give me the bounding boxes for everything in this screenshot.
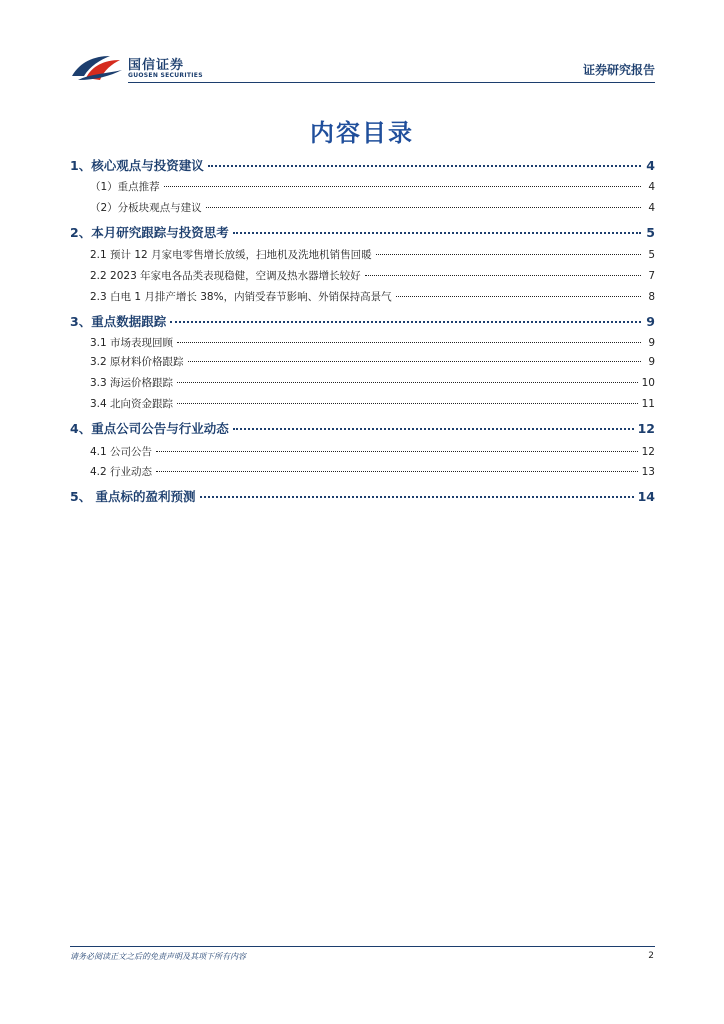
toc-subsection-link[interactable] xyxy=(70,268,655,283)
toc-dot-leader xyxy=(164,186,641,187)
toc-subsection-link[interactable] xyxy=(70,396,655,411)
toc-entry-page: 4 xyxy=(648,202,655,214)
toc-entry-page: 5 xyxy=(646,225,655,240)
toc-dot-leader xyxy=(208,165,641,167)
toc-entry-page: 12 xyxy=(637,421,655,436)
toc-entry-page: 9 xyxy=(646,314,655,329)
page-number: 2 xyxy=(648,951,654,961)
toc-dot-leader xyxy=(156,471,638,472)
toc-title: 内容目录 xyxy=(310,119,414,147)
toc-dot-leader xyxy=(170,321,641,323)
toc-dot-leader xyxy=(233,232,641,234)
toc-entry-page: 10 xyxy=(641,377,655,389)
toc-dot-leader xyxy=(376,254,641,255)
toc-subsection-link[interactable] xyxy=(70,464,655,479)
toc-subsection-link[interactable] xyxy=(70,444,655,459)
toc-subsection-link[interactable] xyxy=(70,289,655,304)
toc-entry-label: 3.3 海运价格跟踪 xyxy=(90,377,174,389)
toc-dot-leader xyxy=(365,275,641,276)
toc-entry-label: 4、重点公司公告与行业动态 xyxy=(70,421,229,436)
toc-dot-leader xyxy=(177,382,638,383)
toc-subsection-link[interactable] xyxy=(70,247,655,262)
toc-dot-leader xyxy=(233,428,634,430)
toc-section-link[interactable] xyxy=(70,223,655,241)
toc-entry-label: （1）重点推荐 xyxy=(90,181,160,193)
toc-entry-label: 2.1 预计 12 月家电零售增长放缓，扫地机及洗地机销售回暖 xyxy=(90,249,372,261)
toc-section-link[interactable] xyxy=(70,156,655,174)
toc-entry-label: 2、本月研究跟踪与投资思考 xyxy=(70,225,229,240)
page-header xyxy=(70,50,655,84)
toc-entry-page: 9 xyxy=(648,337,655,349)
toc-entry-page: 8 xyxy=(648,291,655,303)
toc-dot-leader xyxy=(188,361,641,362)
toc-entry-label: 3.2 原材料价格跟踪 xyxy=(90,356,184,368)
header-divider xyxy=(128,82,655,83)
logo-text-cn: 国信证券 xyxy=(128,58,185,73)
toc-entry-page: 11 xyxy=(641,398,655,410)
toc-entry-label: 2.2 2023 年家电各品类表现稳健，空调及热水器增长较好 xyxy=(90,270,361,282)
toc-entry-page: 4 xyxy=(648,181,655,193)
toc-dot-leader xyxy=(206,207,641,208)
footer-divider xyxy=(70,946,655,947)
toc-entry-page: 7 xyxy=(648,270,655,282)
toc-subsection-link[interactable] xyxy=(70,200,655,215)
toc-entry-page: 14 xyxy=(637,489,655,504)
toc-entry-label: 3.1 市场表现回顾 xyxy=(90,337,174,349)
toc-entry-label: （2）分板块观点与建议 xyxy=(90,202,202,214)
toc-section-link[interactable] xyxy=(70,419,655,437)
footer-disclaimer: 请务必阅读正文之后的免责声明及其项下所有内容 xyxy=(70,952,246,961)
toc-dot-leader xyxy=(177,403,638,404)
report-type-label: 证券研究报告 xyxy=(582,63,655,77)
toc-subsection-link[interactable] xyxy=(70,354,655,369)
toc-entry-page: 4 xyxy=(646,158,655,173)
toc-entry-page: 5 xyxy=(648,249,655,261)
toc-subsection-link[interactable] xyxy=(70,335,655,350)
toc-subsection-link[interactable] xyxy=(70,179,655,194)
toc-subsection-link[interactable] xyxy=(70,375,655,390)
toc-dot-leader xyxy=(156,451,638,452)
guosen-logo-icon xyxy=(70,52,124,82)
toc-dot-leader xyxy=(396,296,641,297)
logo-text-en: GUOSEN SECURITIES xyxy=(128,72,203,79)
toc-section-link[interactable] xyxy=(70,312,655,330)
toc-section-link[interactable] xyxy=(70,487,655,505)
toc-entry-label: 2.3 白电 1 月排产增长 38%，内销受春节影响、外销保持高景气 xyxy=(90,291,392,303)
toc-entry-page: 13 xyxy=(641,466,655,478)
toc-entry-label: 3、重点数据跟踪 xyxy=(70,314,167,329)
toc-entry-label: 4.1 公司公告 xyxy=(90,446,153,458)
toc-entry-page: 12 xyxy=(641,446,655,458)
toc-entry-label: 3.4 北向资金跟踪 xyxy=(90,398,174,410)
toc-dot-leader xyxy=(200,496,634,498)
toc-entry-label: 4.2 行业动态 xyxy=(90,466,153,478)
toc-entry-page: 9 xyxy=(648,356,655,368)
toc-entry-label: 5、 重点标的盈利预测 xyxy=(70,489,196,504)
toc-dot-leader xyxy=(177,342,641,343)
toc-entry-label: 1、核心观点与投资建议 xyxy=(70,158,204,173)
